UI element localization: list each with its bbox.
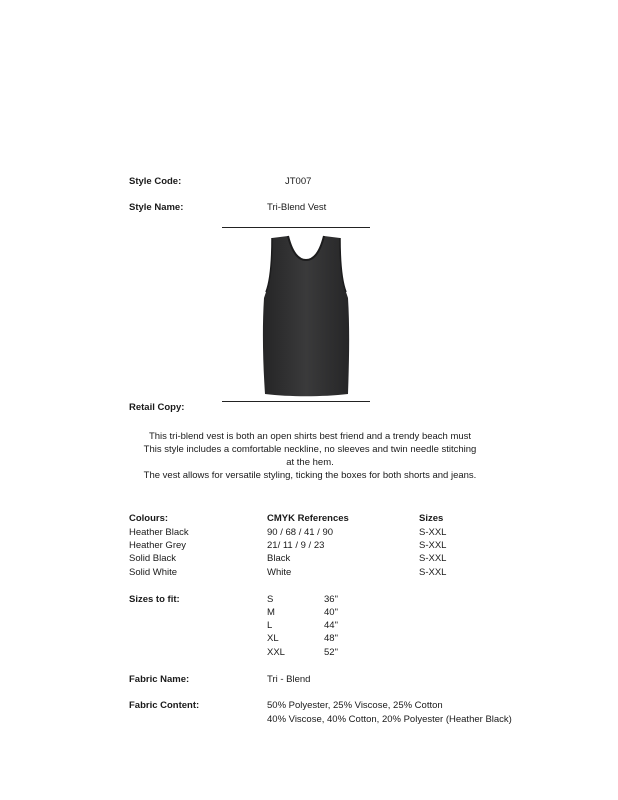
retail-copy-line: The vest allows for versatile styling, ticking the boxes for both shorts and jeans. — [143, 470, 477, 481]
fabric-content-line: 50% Polyester, 25% Viscose, 25% Cotton — [267, 700, 443, 711]
fit-size: M — [267, 607, 275, 618]
colour-cmyk: Black — [267, 553, 291, 564]
fit-size: XL — [267, 633, 279, 644]
image-bottom-rule — [222, 401, 370, 402]
colour-name: Heather Grey — [129, 540, 187, 551]
tank-top-icon — [262, 234, 350, 398]
colour-sizes: S-XXL — [419, 540, 447, 551]
fit-measure: 48" — [324, 633, 338, 644]
style-name-value: Tri-Blend Vest — [267, 202, 327, 213]
fabric-content-line: 40% Viscose, 40% Cotton, 20% Polyester (Heather Black) — [267, 714, 512, 725]
style-code-label: Style Code: — [129, 176, 182, 187]
fit-measure: 44" — [324, 620, 338, 631]
colour-name: Solid Black — [129, 553, 176, 564]
colour-cmyk: 90 / 68 / 41 / 90 — [267, 527, 334, 538]
colour-cmyk: 21/ 11 / 9 / 23 — [267, 540, 325, 551]
fit-size: XXL — [267, 647, 285, 658]
sizes-header: Sizes — [419, 513, 444, 524]
retail-copy-line: at the hem. — [286, 457, 334, 468]
colour-sizes: S-XXL — [419, 567, 447, 578]
retail-copy-line: This style includes a comfortable neckline, no sleeves and twin needle stitching — [143, 444, 477, 455]
style-code-value: JT007 — [285, 176, 312, 187]
fit-measure: 36" — [324, 594, 338, 605]
cmyk-header: CMYK References — [267, 513, 349, 524]
fit-size: L — [267, 620, 273, 631]
colour-sizes: S-XXL — [419, 527, 447, 538]
product-image — [262, 234, 350, 398]
fit-size: S — [267, 594, 274, 605]
fabric-content-label: Fabric Content: — [129, 700, 200, 711]
fabric-name-value: Tri - Blend — [267, 674, 311, 685]
colour-name: Heather Black — [129, 527, 189, 538]
colour-sizes: S-XXL — [419, 553, 447, 564]
fit-measure: 40" — [324, 607, 338, 618]
fabric-name-label: Fabric Name: — [129, 674, 190, 685]
retail-copy-text — [120, 430, 500, 482]
image-top-rule — [222, 227, 370, 228]
fit-measure: 52" — [324, 647, 338, 658]
colour-cmyk: White — [267, 567, 292, 578]
colour-name: Solid White — [129, 567, 178, 578]
retail-copy-line: This tri-blend vest is both an open shirts best friend and a trendy beach must — [148, 431, 472, 442]
retail-copy-label: Retail Copy: — [129, 402, 185, 413]
style-name-label: Style Name: — [129, 202, 184, 213]
sizes-to-fit-label: Sizes to fit: — [129, 594, 180, 605]
colours-header: Colours: — [129, 513, 169, 524]
